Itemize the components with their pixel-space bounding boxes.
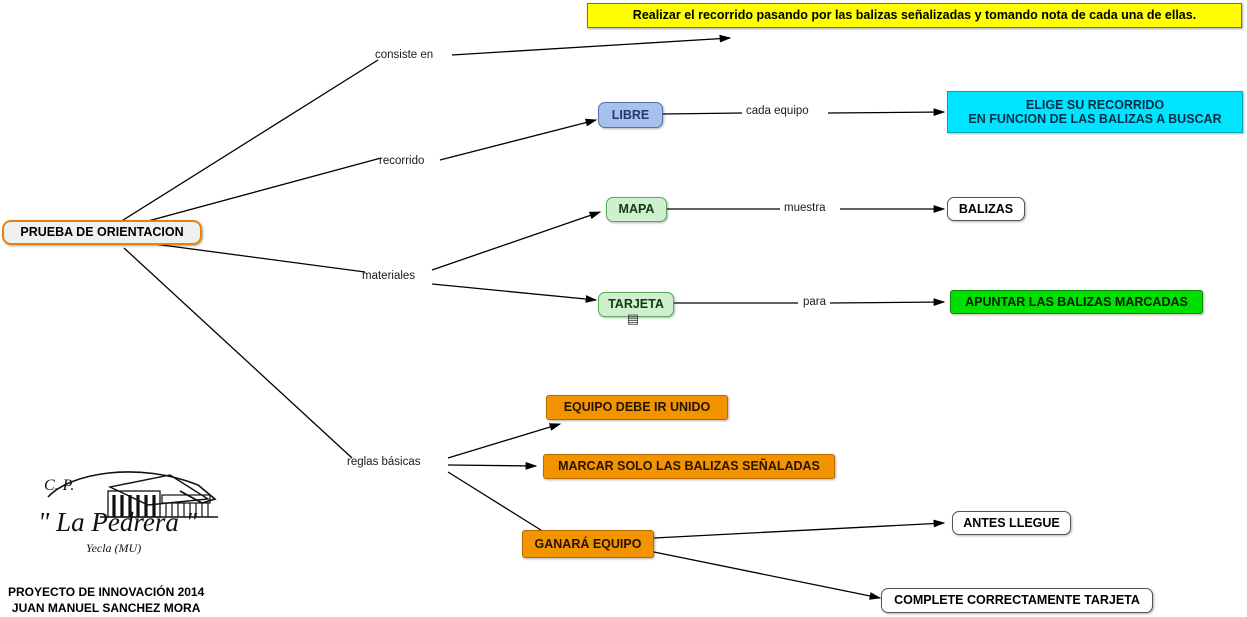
node-label: LIBRE — [611, 107, 650, 122]
node-label-line2: EN FUNCION DE LAS BALIZAS A BUSCAR — [968, 112, 1222, 126]
logo-location-text: Yecla (MU) — [86, 541, 142, 555]
logo-cp-text: C. P. — [44, 477, 75, 494]
edge-label-materiales: materiales — [362, 270, 416, 282]
node-equipo-debe-ir-unido[interactable] — [546, 395, 728, 420]
edge-label-para: para — [803, 296, 827, 308]
node-elige-su-recorrido[interactable] — [947, 91, 1243, 133]
credits — [8, 584, 204, 616]
document-icon: ▤ — [626, 311, 640, 326]
node-libre[interactable] — [598, 102, 663, 128]
edge-label-cada-equipo: cada equipo — [746, 105, 809, 117]
edge-label-recorrido: recorrido — [379, 155, 425, 167]
node-label: Realizar el recorrido pasando por las balizas señalizadas y tomando nota de cada una de ellas. — [632, 8, 1197, 23]
node-antes-llegue[interactable] — [952, 511, 1071, 535]
node-prueba-de-orientacion[interactable] — [2, 220, 202, 245]
logo-name-text: " La Pedrera " — [38, 507, 197, 537]
node-label: EQUIPO DEBE IR UNIDO — [563, 400, 711, 415]
node-label-line1: ELIGE SU RECORRIDO — [1025, 97, 1165, 112]
node-label: MARCAR SOLO LAS BALIZAS SEÑALADAS — [558, 459, 820, 474]
node-mapa[interactable] — [606, 197, 667, 222]
edge-label-consiste-en: consiste en — [375, 49, 434, 61]
edge-label-reglas-basicas: reglas básicas — [347, 456, 421, 468]
node-complete-correctamente-tarjeta[interactable] — [881, 588, 1153, 613]
node-label: ANTES LLEGUE — [963, 515, 1060, 530]
node-marcar-solo-balizas[interactable] — [543, 454, 835, 479]
edge-label-muestra: muestra — [784, 202, 826, 214]
node-label: GANARÁ EQUIPO — [534, 536, 642, 551]
credits-line-1: PROYECTO DE INNOVACIÓN 2014 — [8, 585, 205, 599]
node-label: MAPA — [618, 202, 655, 217]
node-label: PRUEBA DE ORIENTACION — [20, 225, 184, 240]
node-label: APUNTAR LAS BALIZAS MARCADAS — [965, 294, 1188, 309]
node-ganara-equipo[interactable] — [522, 530, 654, 558]
credits-line-2: JUAN MANUEL SANCHEZ MORA — [11, 601, 201, 616]
school-logo — [30, 455, 225, 565]
node-label: TARJETA — [608, 297, 664, 312]
node-apuntar-balizas-marcadas[interactable] — [950, 290, 1203, 314]
node-realizar-recorrido[interactable] — [587, 3, 1242, 28]
node-label: BALIZAS — [958, 201, 1014, 216]
node-label: COMPLETE CORRECTAMENTE TARJETA — [894, 593, 1140, 608]
node-balizas[interactable] — [947, 197, 1025, 221]
